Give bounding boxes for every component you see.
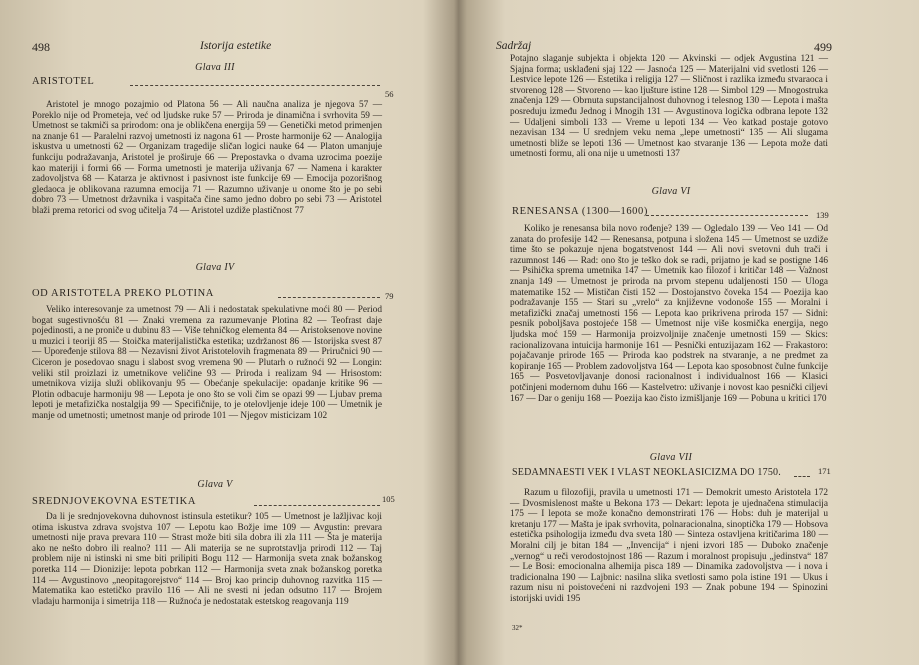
section-text: Veliko interesovanje za umetnost 79 — Ali i nedostatak spekulativne moći 80 — Period bogat sugestivnošću 81 — Znaki vremena za razumevanje Plotina 82 — Teofrast daje pojedinosti, a ne proniče u dubinu 83 — Više tehničkog elementa 84 — Aristoksenove novine u muzici i teoriji 85 — Stoička materijalistička estetika; uzdržanost 86 — Istorijska svest 87 — Upoređenje stilova 88 — Nezavisni život Aristotelovih fragmenata 89 — Priručnici 90 — Ciceron je posedovao snagu i slabost svog vremena 90 — Plutarh o ružnoći 92 — Longin: veliki stil proizlazi iz umetnikove veličine 93 — Priroda i realizam 94 — Hrisostom: umetnikova vizija služi oblikovanju 95 — Obećanje spekulacije: opadanje kritike 96 — Plotin odbacuje harmoniju 98 — Lepota je ono što se voli čim se opazi 99 — Ljubav prema lepoti je metafizička nostalgija 99 — Specifičnije, to je otelovljenje ideje 100 — Umetnik je manje od umetnosti; umetnost manje od prirode 101 — Njegov misticizam 102 — [32, 305, 382, 421]
left-page — [30, 0, 400, 665]
section-page-ref: 79 — [385, 291, 394, 301]
section-heading — [512, 206, 648, 217]
section-text: Razum u filozofiji, pravila u umetnosti 171 — Demokrit umesto Aristotela 172 — Dvosmislenost mašte u Bekona 173 — Dekart: lepota je ujednačena stimulacija 175 — I lepota se može konačno demonstrirati 176 — Hobs: duh je materijal u kretanju 177 — Mašta je ipak svrhovita, polnaracionalna, sinoptička 179 — Hobsova estetička psihologija između dva sveta 180 — Sinteza ostavljena kritičarima 180 — Moralni cilj je bitan 184 — „Invencija“ i njeni izvori 185 — Duboko značenje „vernog“ u reči verodostojnost 186 — Razum i moralnost propisuju „jedinstva“ 187 — Le Bosi: emocionalna alhemija pisca 189 — Dinamika zadovoljstva — i nova i tradicionalna 190 — Lajbnic: nasilna slika svetlosti samo pola istine 191 — Ukus i razum nisu ni poistovećeni ni razdvojeni 193 — Znak pobune 194 — Spinozini istorijski uvidi 195 — [510, 488, 828, 604]
continued-body — [510, 54, 828, 160]
section-heading-text: SREDNJOVEKOVNA ESTETIKA — [32, 496, 197, 507]
chapter-label: Glava V — [197, 479, 233, 490]
section-text: Da li je srednjovekovna duhovnost istinsula estetikur? 105 — Umetnost je lažljivac koji otima iskustva zdrava svojstva 107 — Lepotu kao Božje ime 109 — Avgustin: prevara umetnosti nije prava prevara 110 — Strast može biti sila dobra ili zla 111 — Šta je materija ako ne nešto dobro ili realno? 111 — Ali materija se ne suprotstavlja prirodi 112 — Taj problem nije ni istinski ni sme biti prilipiti Bogu 112 — Harmonija sveta znak božanskog poretka 114 — Dionizije: lepota pobrkan 112 — Harmonija sveta znak božanskog poretka 114 — Avgustinovo „neopitagorejstvo“ 114 — Broj kao princip duhovnog razvitka 115 — Matematika kao estetičko pravilo 116 — Ali ne svesti ni jedan odsutno 117 — Brojem vladaju harmonija i simetrija 118 — Ružnoća je nedostatak estetskog reagovanja 119 — [32, 512, 382, 607]
leader-dashes — [278, 297, 380, 298]
section-heading — [32, 496, 196, 507]
section-page-ref: 139 — [816, 210, 829, 220]
section-page-ref: 105 — [382, 494, 395, 504]
section-page-ref: 171 — [818, 466, 831, 476]
leader-dashes — [646, 215, 808, 216]
chapter-label: Glava III — [195, 62, 235, 73]
section-page-ref: 56 — [385, 89, 394, 99]
section-text: Koliko je renesansa bila novo rođenje? 139 — Ogledalo 139 — Veo 141 — Od zanata do profesije 142 — Renesansa, potpuna i složena 145 — Umetnost se uzdiže time što se pokazuje njena bogatstvenost 144 — Ali novi svetovni duh trači i razumnost 146 — Rad: ono što je teško dok se radi, prijatno je kad se postigne 146 — Psihička sprema umetnika 147 — Umetnik kao filozof i kritičar 148 — Važnost znanja 149 — Umetnost je priroda na prvom stepenu udaljenosti 150 — Uloga matematike 152 — Mističan čisti 152 — Dostojanstvo čoveka 154 — Poezija kao podražavanje 155 — Stari su „vrelo“ za književne vodonoše 155 — Moralni i metafizički značaj umetnosti 156 — Lepota kao prikrivena priroda 157 — Sidni: pesnik poboljšava postojeće 158 — Umetnost nije više kosmička energija, nego ljudska moć 159 — Harmonija proizvoljnije značenje umetnosti 159 — Skics: racionalizovana intuicija harmonije 161 — Pesnički entuzijazam 162 — Frakastoro: pojačavanje prirode 165 — Priroda kao podstrek na stvaranje, a ne predmet za kopiranje 165 — Problem zadovoljstva 164 — Lepota kao sposobnost čulne funkcije 165 — Posvetovljavanje donosi racionalnost i individualnost 166 — Klasici potčinjeni modernom duhu 166 — Kastelvetro: uživanje i novost kao pesnički ciljevi 167 — Dar o geniju 168 — Poezija kao čisto izmišljanje 169 — Pobuna u kritici 170 — [510, 224, 828, 404]
section-body — [510, 488, 828, 605]
chapter-label: Glava VII — [649, 452, 693, 463]
section-heading-text: ARISTOTEL — [32, 76, 95, 87]
section-text: Potajno slaganje subjekta i objekta 120 — Akvinski — odjek Avgustina 121 — Sjajna forma; usklađeni sjaj 122 — Jasnoća 125 — Materijalni vid svetlosti 126 — Lestvice lepote 126 — Estetika i religija 127 — Sličnost i razlika između stvaraoca i stvorenog 128 — Stvoreno — kao ljušture istine 128 — Simbol 129 — Mnogostruka značenja 129 — Obrnuta supstancijalnost duhovnog i telesnog 130 — Lepota i mašta posreduju između Jednog i Mnogih 131 — Avgustinova logička odbrana lepote 132 — Udaljeni simboli 133 — Vreme u lepoti 134 — Veo katkad postaje gotovo nezavisan 134 — U srednjem veku nema „lepe umetnosti“ 135 — Ali slugama umetnosti bliže se lepoti 136 — Umetnost kao stvaranje 136 — Lepota može dati umetnosti formu, ali ona nije u umetnosti 137 — [510, 54, 828, 160]
leader-dashes — [254, 505, 380, 506]
section-heading-text: SEDAMNAESTI VEK I VLAST NEOKLASICIZMA DO 1750. — [512, 467, 781, 478]
section-heading — [32, 288, 214, 299]
signature-mark: 32* — [512, 624, 523, 632]
section-heading-text: RENESANSA (1300—1600) — [512, 206, 648, 217]
section-body — [32, 305, 382, 422]
right-page-number: 499 — [814, 40, 832, 54]
chapter-label: Glava IV — [195, 262, 235, 273]
leader-dashes — [130, 85, 380, 86]
section-body — [32, 512, 382, 607]
right-page — [496, 0, 846, 665]
section-heading-text: OD ARISTOTELA PREKO PLOTINA — [32, 288, 214, 299]
leader-dashes — [794, 476, 810, 477]
section-heading — [512, 467, 781, 478]
right-running-title: Sadržaj — [496, 40, 532, 52]
left-page-number: 498 — [32, 40, 50, 54]
section-body — [510, 224, 828, 404]
left-running-title: Istorija estetike — [200, 40, 272, 52]
section-text: Aristotel je mnogo pozajmio od Platona 56 — Ali naučna analiza je njegova 57 — Poreklo nije od Prometeja, već od ljudske ruke 57 — Priroda je dinamična i svrhovita 59 — Umetnost se takmiči sa prirodom: ona je oblikčena energija 59 — Genetički metod primenjen na znanje 61 — Paralelni razvoj umetnosti iz nagona 61 — Proste harmonije 62 — Analogija iskustva u umetnosti 62 — Organizam tragedije sličan logici nauke 64 — Platon umanjuje funkciju podražavanja, Aristotel je proširuje 66 — Prepostavka o dvama uzrocima poezije kao materiji i formi 66 — Forma umetnosti je materija uživanja 67 — Namena i karakter zadovoljstva 68 — Katarza je aktivnost i pasivnost iste funkcije 69 — Emocija pozorišnog gledaoca je oblikovana razumna emocija 71 — Razumno uživanje u onome što je po sebi dobro 73 — Umetnost državnika i vaspitača čine samo jedno dobro po sebi 73 — Aristotel blaži prema retorici od svog učitelja 74 — Aristotel uzdiže plastičnost 77 — [32, 100, 382, 216]
chapter-label: Glava VI — [651, 186, 691, 197]
section-body — [32, 100, 382, 217]
section-heading — [32, 76, 94, 87]
